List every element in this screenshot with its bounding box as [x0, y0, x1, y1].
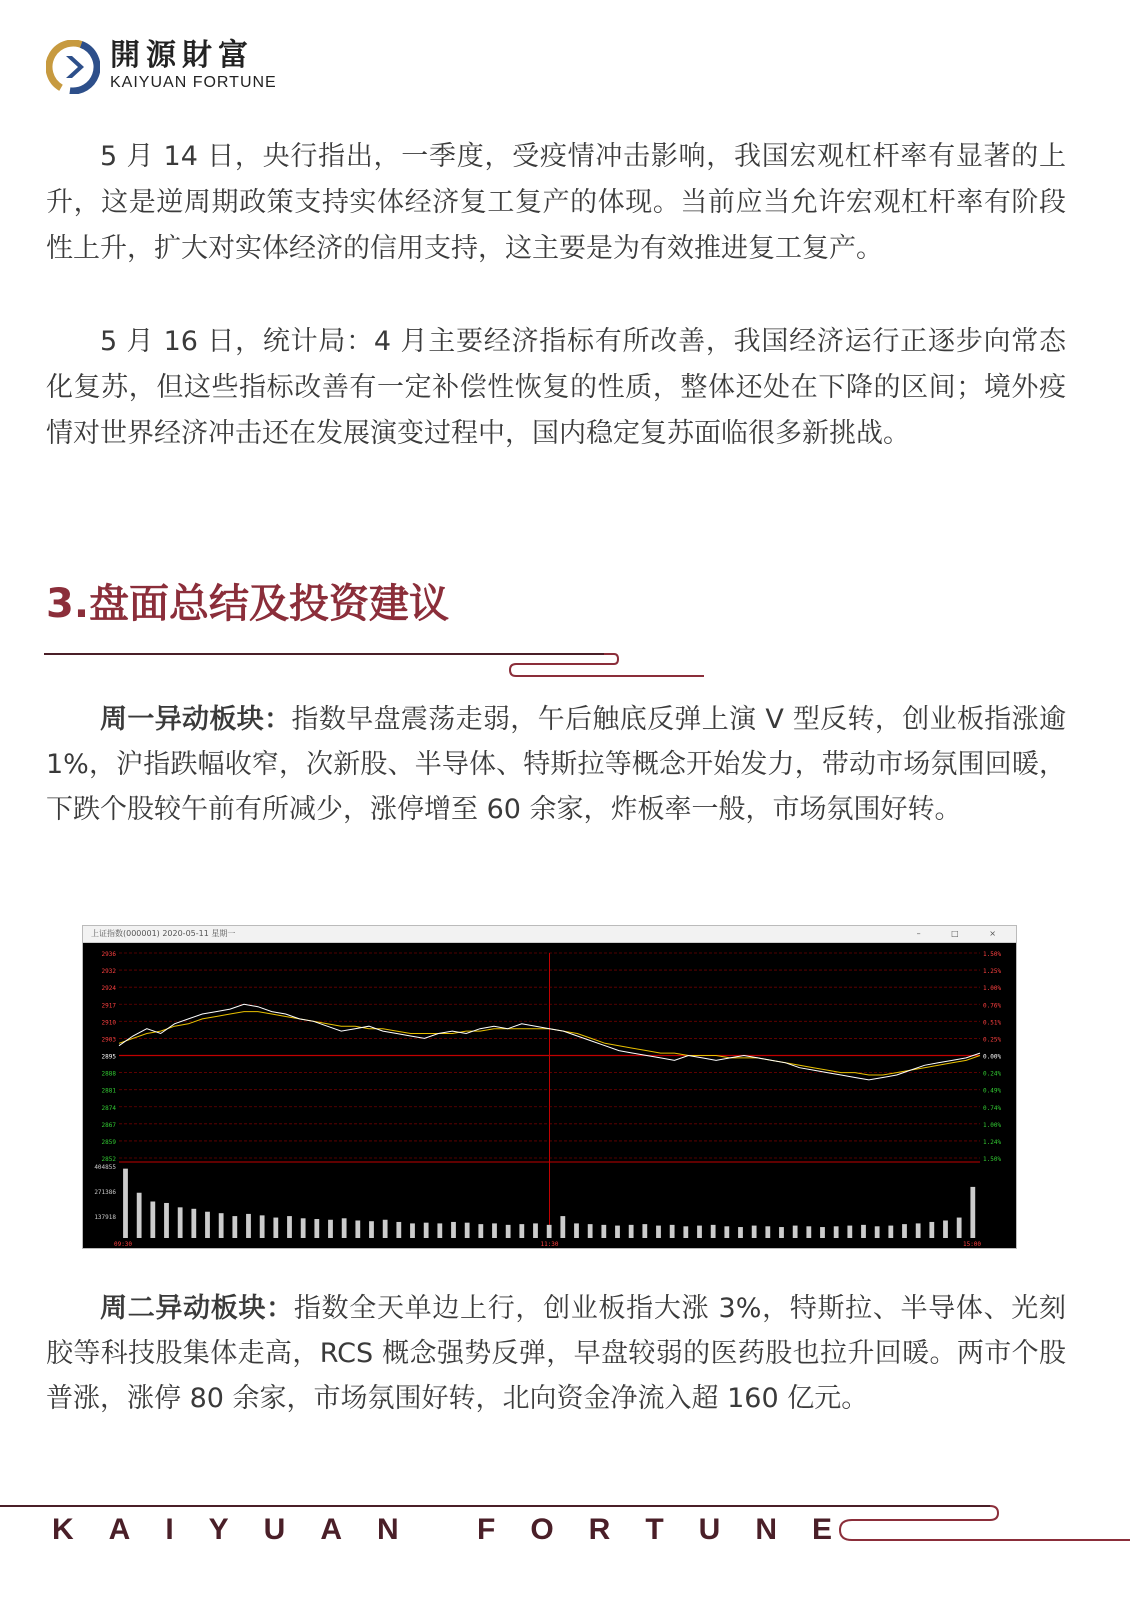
volume-bar	[123, 1169, 128, 1238]
y-tick-left: 2910	[101, 1019, 116, 1027]
volume-bar	[861, 1225, 866, 1238]
y-ticks-right	[983, 951, 1001, 1163]
x-tick: 15:00	[962, 1241, 982, 1248]
volume-bar	[902, 1224, 907, 1238]
monday-text: 指数早盘震荡走弱，午后触底反弹上演 V 型反转，创业板指涨逾 1%，沪指跌幅收窄，次新股、半导体、特斯拉等概念开始发力，带动市场氛围回暖，下跌个股较午前有所减少，涨停增至 60 余家，炸板率一般，市场氛围好转。	[46, 704, 1067, 825]
y-tick-right: 1.50%	[983, 1156, 1002, 1163]
volume-bar	[424, 1223, 429, 1238]
volume-bar	[547, 1225, 552, 1238]
paragraph-monday	[46, 697, 1066, 832]
volume-bar	[492, 1223, 497, 1238]
chart-grid	[119, 953, 980, 1238]
volume-bar	[765, 1226, 770, 1238]
intraday-chart	[83, 943, 1016, 1248]
volume-bar	[834, 1226, 839, 1238]
y-ticks-left	[102, 951, 117, 1163]
volume-bar	[752, 1226, 757, 1238]
volume-tick: 404855	[94, 1164, 116, 1171]
y-tick-left: 2924	[101, 985, 116, 993]
footer-brand: KAIYUAN FORTUNE	[52, 1513, 867, 1546]
y-tick-left: 2874	[101, 1104, 116, 1112]
y-tick-right: 0.76%	[983, 1002, 1002, 1010]
volume-bar	[465, 1223, 470, 1238]
y-tick-right: 1.00%	[983, 1121, 1002, 1129]
volume-bar	[588, 1224, 593, 1238]
volume-bar	[683, 1226, 688, 1238]
volume-bar	[574, 1223, 579, 1238]
x-ticks	[114, 1241, 981, 1248]
y-tick-right: 1.00%	[983, 985, 1002, 993]
y-tick-left: 2932	[101, 968, 116, 976]
volume-bar	[957, 1218, 962, 1238]
y-tick-right: 1.24%	[983, 1138, 1002, 1146]
kaiyuan-logo-icon	[46, 40, 100, 94]
chart-window-title: 上证指数(000001) 2020-05-11 星期一	[91, 929, 236, 938]
volume-bar	[396, 1222, 401, 1238]
y-tick-left: 2903	[101, 1036, 116, 1044]
volume-bar	[519, 1224, 524, 1238]
volume-bar	[670, 1225, 675, 1238]
volume-bar	[164, 1203, 169, 1238]
volume-bar	[342, 1218, 347, 1238]
volume-bar	[793, 1226, 798, 1238]
volume-bar	[847, 1226, 852, 1238]
volume-bar	[150, 1202, 155, 1239]
volume-bar	[328, 1220, 333, 1238]
monday-label: 周一异动板块：	[100, 704, 292, 735]
volume-bar	[642, 1224, 647, 1238]
volume-bar	[916, 1223, 921, 1238]
volume-bar	[178, 1207, 183, 1238]
x-tick: 11:30	[540, 1241, 559, 1248]
volume-tick: 137918	[94, 1214, 116, 1221]
y-tick-left: 2867	[101, 1121, 116, 1129]
paragraph-pboc: 5 月 14 日，央行指出，一季度，受疫情冲击影响，我国宏观杠杆率有显著的上升，这是逆周期政策支持实体经济复工复产的体现。当前应当允许宏观杠杆率有阶段性上升，扩大对实体经济的信用支持，这主要是为有效推进复工复产。	[46, 141, 1066, 264]
volume-bar	[137, 1193, 142, 1238]
y-tick-left: 2895	[101, 1053, 116, 1061]
volume-bar	[355, 1220, 360, 1238]
y-tick-right: 0.24%	[983, 1070, 1002, 1078]
volume-bar	[437, 1223, 442, 1238]
volume-bar	[888, 1226, 893, 1238]
y-tick-left: 2859	[101, 1138, 116, 1146]
volume-bar	[875, 1226, 880, 1238]
tuesday-text: 指数全天单边上行，创业板指大涨 3%，特斯拉、半导体、光刻胶等科技股集体走高，RCS 概念强势反弹，早盘较弱的医药股也拉升回暖。两市个股普涨，涨停 80 余家，市场氛围好转，北向资金净流入超 160 亿元。	[46, 1293, 1066, 1414]
volume-bar	[929, 1222, 934, 1238]
chart-window-titlebar	[83, 926, 1016, 943]
title-divider	[44, 648, 724, 684]
volume-bar	[451, 1222, 456, 1238]
volume-bar	[806, 1226, 811, 1238]
y-tick-right: 0.49%	[983, 1087, 1002, 1095]
y-tick-left: 2936	[101, 951, 116, 958]
volume-ticks	[94, 1164, 116, 1221]
volume-bar	[205, 1212, 210, 1238]
volume-bar	[506, 1225, 511, 1238]
volume-bar	[219, 1213, 224, 1238]
volume-bar	[629, 1225, 634, 1238]
y-tick-right: 1.25%	[983, 968, 1002, 976]
x-tick: 09:30	[113, 1241, 133, 1248]
volume-bar	[232, 1216, 237, 1238]
y-tick-left: 2852	[101, 1156, 116, 1163]
paragraph-stats-bureau: 5 月 16 日，统计局：4 月主要经济指标有所改善，我国经济运行正逐步向常态化复苏，但这些指标改善有一定补偿性恢复的性质，整体还处在下降的区间；境外疫情对世界经济冲击还在发展演变过程中，国内稳定复苏面临很多新挑战。	[46, 326, 1066, 449]
brand-logo	[46, 40, 277, 94]
y-tick-right: 0.74%	[983, 1104, 1002, 1112]
volume-bar	[560, 1216, 565, 1238]
logo-english-name: KAIYUAN FORTUNE	[110, 74, 277, 91]
volume-tick: 271386	[94, 1189, 116, 1196]
volume-bar	[738, 1227, 743, 1238]
volume-bar	[410, 1223, 415, 1238]
volume-bar	[656, 1226, 661, 1238]
volume-bar	[943, 1220, 948, 1238]
logo-chinese-name: 開源財富	[110, 38, 254, 73]
volume-bar	[369, 1221, 374, 1238]
volume-bar	[478, 1224, 483, 1238]
intraday-chart-window	[82, 925, 1017, 1249]
volume-bar	[970, 1187, 975, 1238]
volume-bar	[779, 1227, 784, 1238]
volume-bar	[287, 1216, 292, 1238]
volume-bar	[246, 1214, 251, 1238]
y-tick-right: 0.51%	[983, 1019, 1002, 1027]
volume-bar	[711, 1225, 716, 1238]
window-controls[interactable]: – □ ×	[916, 929, 1010, 938]
y-tick-right: 1.50%	[983, 951, 1002, 958]
y-tick-left: 2888	[101, 1070, 116, 1078]
y-tick-right: 0.25%	[983, 1036, 1002, 1044]
volume-bar	[191, 1209, 196, 1238]
y-tick-left: 2917	[101, 1002, 116, 1010]
volume-bar	[260, 1215, 265, 1238]
volume-bar	[301, 1218, 306, 1238]
paragraph-tuesday	[46, 1286, 1066, 1421]
volume-bar	[273, 1218, 278, 1238]
volume-bar	[697, 1226, 702, 1238]
volume-bar	[383, 1220, 388, 1238]
volume-bar	[820, 1227, 825, 1238]
section-title: 3.盘面总结及投资建议	[46, 581, 450, 627]
volume-bar	[533, 1223, 538, 1238]
y-tick-left: 2881	[101, 1087, 116, 1095]
tuesday-label: 周二异动板块：	[100, 1293, 294, 1324]
volume-bar	[314, 1219, 319, 1238]
volume-bar	[724, 1226, 729, 1238]
y-tick-right: 0.00%	[983, 1053, 1002, 1061]
volume-bar	[615, 1226, 620, 1238]
volume-bar	[601, 1225, 606, 1238]
